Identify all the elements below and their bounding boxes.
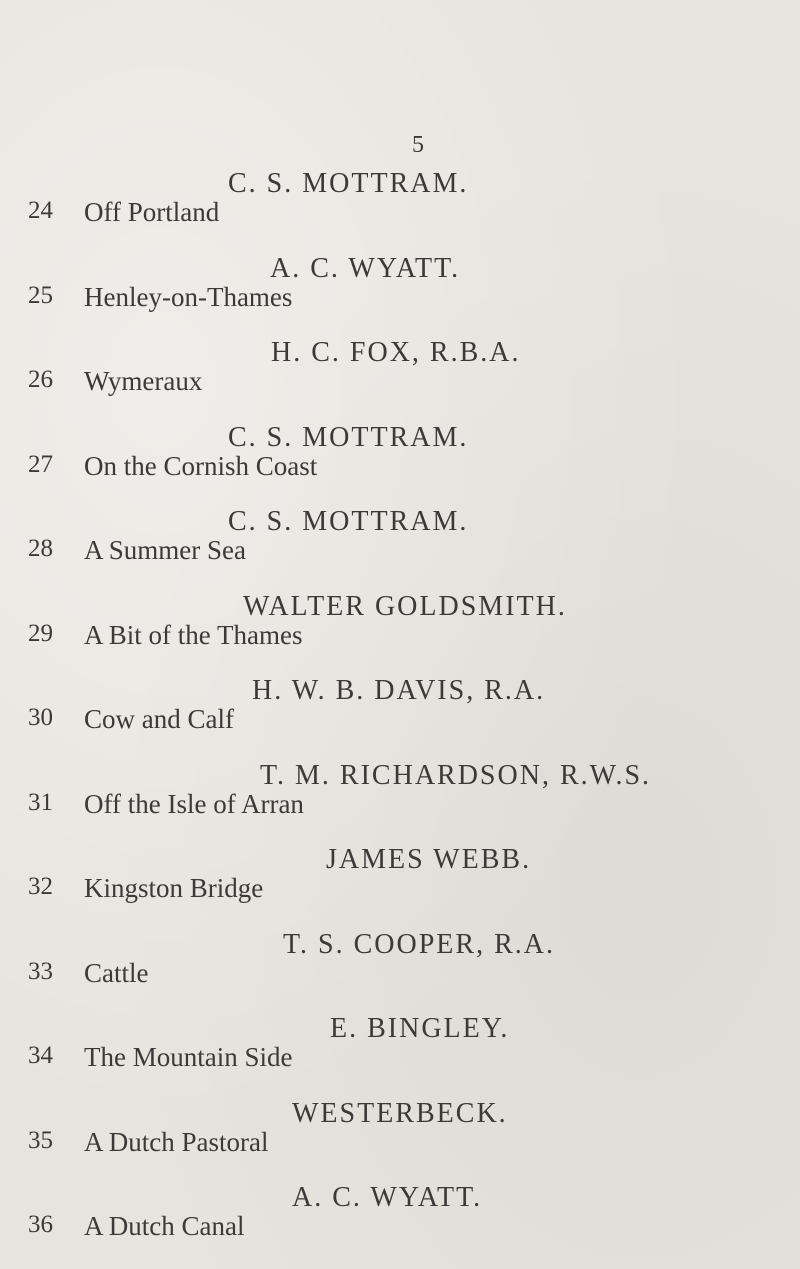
entry-number: 35 bbox=[28, 1126, 53, 1154]
painting-title: Kingston Bridge bbox=[84, 873, 264, 903]
artist-name: E. BINGLEY. bbox=[330, 1013, 510, 1044]
artist-name: C. S. MOTTRAM. bbox=[228, 168, 469, 199]
painting-title: Wymeraux bbox=[84, 366, 203, 396]
artist-name: T. S. COOPER, R.A. bbox=[283, 928, 555, 960]
painting-title: Cow and Calf bbox=[84, 704, 234, 734]
painting-title: A Dutch Pastoral bbox=[84, 1126, 269, 1157]
entry-number: 26 bbox=[28, 366, 53, 393]
painting-title: Cattle bbox=[84, 957, 149, 988]
entry-number: 28 bbox=[28, 535, 53, 562]
entry-number: 36 bbox=[28, 1211, 53, 1238]
entry-number: 27 bbox=[28, 450, 53, 478]
painting-title: Off Portland bbox=[84, 197, 220, 227]
artist-name: WALTER GOLDSMITH. bbox=[243, 590, 567, 622]
artist-name: C. S. MOTTRAM. bbox=[228, 506, 469, 537]
artist-name: A. C. WYATT. bbox=[292, 1182, 483, 1213]
entry-number: 30 bbox=[28, 704, 53, 731]
page-number: 5 bbox=[412, 132, 424, 158]
painting-title: On the Cornish Coast bbox=[84, 450, 318, 481]
entry-number: 31 bbox=[28, 788, 53, 816]
artist-name: JAMES WEBB. bbox=[326, 844, 532, 875]
entry-number: 29 bbox=[28, 619, 53, 647]
entry-number: 33 bbox=[28, 957, 53, 985]
painting-title: A Summer Sea bbox=[84, 535, 246, 565]
entry-number: 32 bbox=[28, 873, 53, 900]
artist-name: WESTERBECK. bbox=[292, 1097, 508, 1129]
artist-name: H. W. B. DAVIS, R.A. bbox=[252, 675, 546, 706]
entry-number: 34 bbox=[28, 1042, 53, 1069]
entry-number: 24 bbox=[28, 197, 53, 224]
painting-title: Henley-on-Thames bbox=[84, 281, 293, 312]
entry-number: 25 bbox=[28, 281, 53, 309]
painting-title: A Dutch Canal bbox=[84, 1211, 245, 1241]
artist-name: T. M. RICHARDSON, R.W.S. bbox=[260, 759, 652, 791]
painting-title: Off the Isle of Arran bbox=[84, 788, 304, 819]
painting-title: A Bit of the Thames bbox=[84, 619, 303, 650]
artist-name: C. S. MOTTRAM. bbox=[228, 421, 469, 453]
artist-name: H. C. FOX, R.B.A. bbox=[271, 337, 521, 368]
painting-title: The Mountain Side bbox=[84, 1042, 293, 1072]
artist-name: A. C. WYATT. bbox=[270, 252, 461, 284]
